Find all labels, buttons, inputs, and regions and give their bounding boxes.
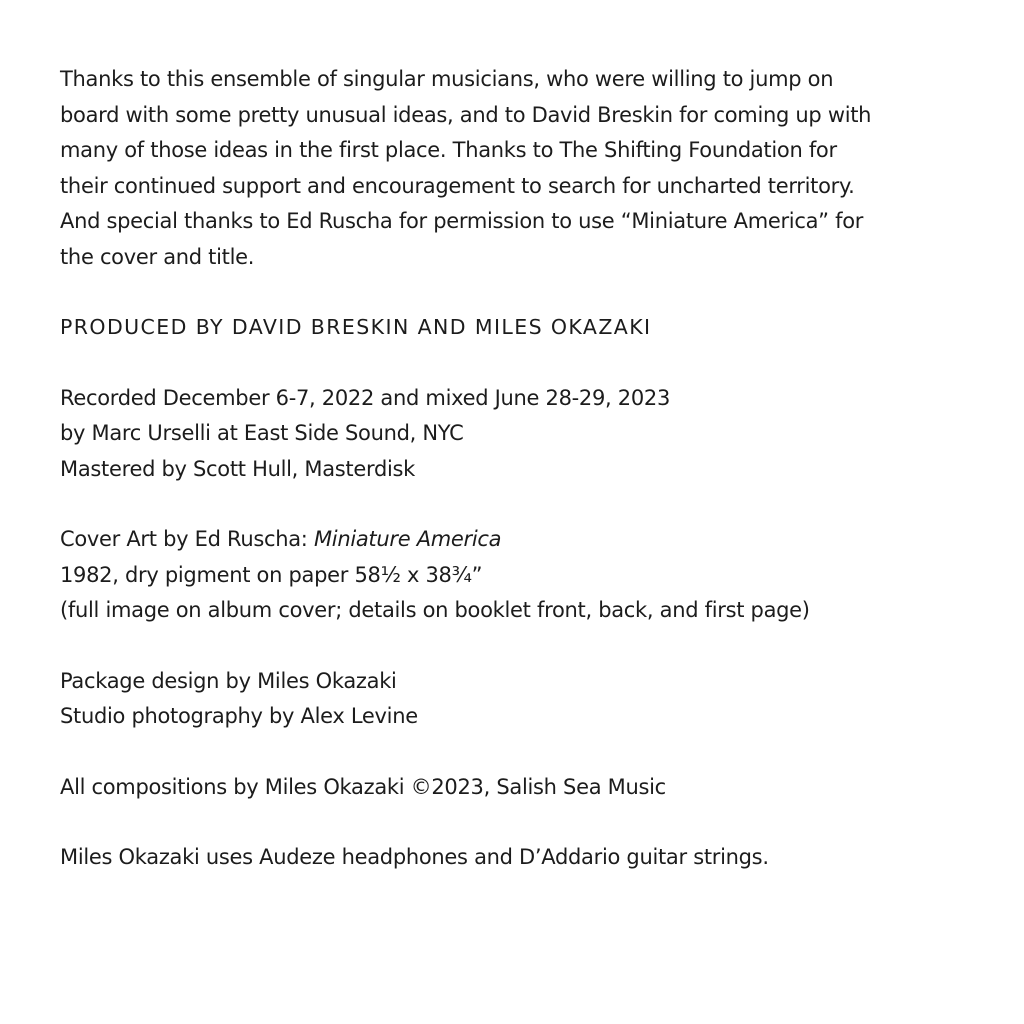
artwork-note: (full image on album cover; details on booklet front, back, and first page) xyxy=(60,598,810,622)
spacer xyxy=(60,487,980,522)
thanks-line: And special thanks to Ed Ruscha for permission to use “Miniature America” for xyxy=(60,209,864,233)
recording-line: by Marc Urselli at East Side Sound, NYC xyxy=(60,421,464,445)
recording-credits xyxy=(60,381,980,488)
liner-notes-page xyxy=(60,62,980,876)
compositions-credit xyxy=(60,770,980,806)
spacer xyxy=(60,275,980,310)
thanks-line: many of those ideas in the first place. Thanks to The Shifting Foundation for xyxy=(60,138,837,162)
thanks-line: Thanks to this ensemble of singular musicians, who were willing to jump on xyxy=(60,67,834,91)
thanks-line: the cover and title. xyxy=(60,244,255,269)
endorsements-credit xyxy=(60,840,980,876)
artwork-title: Miniature America xyxy=(313,527,502,551)
endorsements-line: Miles Okazaki uses Audeze headphones and D’Addario guitar strings. xyxy=(60,845,769,869)
design-credits xyxy=(60,664,980,735)
recording-line: Mastered by Scott Hull, Masterdisk xyxy=(60,456,416,481)
recording-line: Recorded December 6-7, 2022 and mixed June 28-29, 2023 xyxy=(60,385,671,410)
thanks-line: board with some pretty unusual ideas, and to David Breskin for coming up with xyxy=(60,102,872,127)
cover-art-prefix: Cover Art by Ed Ruscha: xyxy=(60,527,314,551)
spacer xyxy=(60,805,980,840)
spacer xyxy=(60,346,980,381)
spacer xyxy=(60,735,980,770)
design-line: Package design by Miles Okazaki xyxy=(60,668,397,693)
thanks-paragraph xyxy=(60,62,980,275)
design-line: Studio photography by Alex Levine xyxy=(60,704,418,728)
producers-credit xyxy=(60,310,980,346)
spacer xyxy=(60,629,980,664)
cover-art-credits xyxy=(60,522,980,629)
producers-line: PRODUCED BY DAVID BRESKIN AND MILES OKAZAKI xyxy=(60,315,652,339)
artwork-details: 1982, dry pigment on paper 58½ x 38¾” xyxy=(60,562,483,587)
thanks-line: their continued support and encouragement to search for uncharted territory. xyxy=(60,173,855,198)
compositions-line: All compositions by Miles Okazaki ©2023, Salish Sea Music xyxy=(60,774,666,799)
cover-art-line xyxy=(60,522,980,558)
